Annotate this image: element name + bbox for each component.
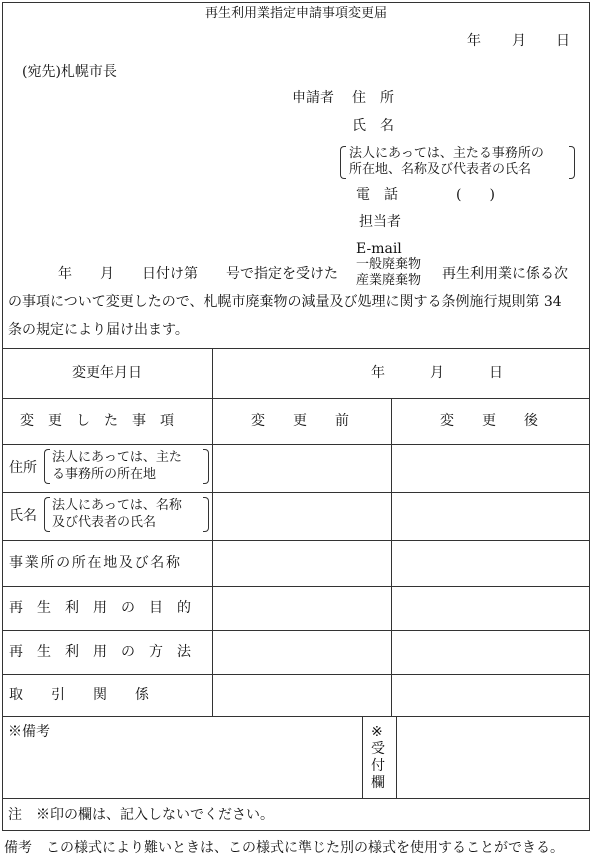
- phone-label: 電 話: [356, 187, 398, 203]
- email-label: E-mail: [356, 241, 402, 257]
- date-month: 月: [512, 33, 526, 49]
- body-lead-tail: 再生利用業に係る次: [442, 266, 568, 282]
- row-address-note-1: 法人にあっては、主た: [52, 450, 182, 465]
- applicant-name-label: 氏 名: [352, 118, 394, 134]
- body-line3: 条の規定により届け出ます。: [8, 322, 189, 338]
- corp-note-bracket-right: [569, 146, 575, 179]
- header-changed-item: 変 更 し た 事 項: [20, 413, 174, 429]
- row-name-bracket-right: [203, 497, 209, 532]
- note-text: 注 ※印の欄は、記入しないでください。: [8, 807, 274, 823]
- rule-after-method: [2, 674, 590, 675]
- rule-after-site: [2, 586, 590, 587]
- row-name-note-1: 法人にあっては、名称: [52, 498, 182, 513]
- header-after: 変 更 後: [440, 413, 538, 429]
- change-date-label: 変更年月日: [72, 365, 142, 381]
- body-line2: の事項について変更したので、札幌市廃棄物の減量及び処理に関する条例施行規則第 34: [8, 294, 562, 310]
- row-address-label: 住所: [9, 460, 37, 476]
- rule-after-address: [2, 492, 590, 493]
- remarks-label: ※備考: [8, 724, 50, 740]
- change-date-day: 日: [489, 365, 503, 381]
- table-top-rule: [2, 348, 590, 349]
- corp-note-line1: 法人にあっては、主たる事務所の: [349, 146, 544, 161]
- corp-note-line2: 所在地、名称及び代表者の氏名: [349, 162, 532, 177]
- applicant-label: 申請者: [292, 90, 334, 106]
- waste-industrial: 産業廃棄物: [356, 273, 422, 288]
- staff-label: 担当者: [359, 214, 401, 230]
- date-year: 年: [467, 33, 481, 49]
- remarks-divider-left: [362, 716, 363, 798]
- row-site: 事業所の所在地及び名称: [9, 555, 182, 571]
- waste-general: 一般廃棄物: [356, 257, 422, 272]
- rule-after-date: [2, 398, 590, 399]
- row-address-bracket-left: [44, 449, 50, 484]
- body-lead: 年 月 日付け第 号で指定を受けた: [58, 266, 338, 282]
- reception-char-4: 欄: [371, 775, 385, 791]
- row-address-bracket-right: [203, 449, 209, 484]
- rule-before-note: [2, 798, 590, 799]
- rule-after-name: [2, 540, 590, 541]
- change-date-month: 月: [430, 365, 444, 381]
- reception-char-1: ※: [371, 724, 383, 740]
- rule-after-relation: [2, 716, 590, 717]
- column-divider-before-after: [391, 398, 392, 716]
- reception-char-2: 受: [371, 741, 385, 757]
- rule-after-header: [2, 444, 590, 445]
- row-name-bracket-left: [44, 497, 50, 532]
- row-method: 再 生 利 用 の 方 法: [9, 644, 191, 660]
- change-date-year: 年: [371, 365, 385, 381]
- row-name-note-2: 及び代表者の氏名: [52, 515, 157, 530]
- remarks-divider-right: [396, 716, 397, 798]
- form-title: 再生利用業指定申請事項変更届: [204, 6, 387, 21]
- row-address-note-2: る事務所の所在地: [52, 467, 157, 482]
- row-name-label: 氏名: [9, 508, 37, 524]
- rule-after-purpose: [2, 630, 590, 631]
- row-relation: 取 引 関 係: [9, 687, 149, 703]
- addressee: (宛先)札幌市長: [22, 64, 117, 80]
- phone-paren: ( ): [456, 187, 495, 203]
- date-day: 日: [556, 33, 570, 49]
- footer-remark: 備考 この様式により難いときは、この様式に準じた別の様式を使用することができる。: [4, 840, 564, 856]
- header-before: 変 更 前: [251, 413, 349, 429]
- row-purpose: 再 生 利 用 の 目 的: [9, 600, 191, 616]
- corp-note-bracket-left: [340, 146, 346, 179]
- column-divider-item: [212, 348, 213, 716]
- reception-char-3: 付: [371, 758, 385, 774]
- applicant-address-label: 住 所: [352, 90, 394, 106]
